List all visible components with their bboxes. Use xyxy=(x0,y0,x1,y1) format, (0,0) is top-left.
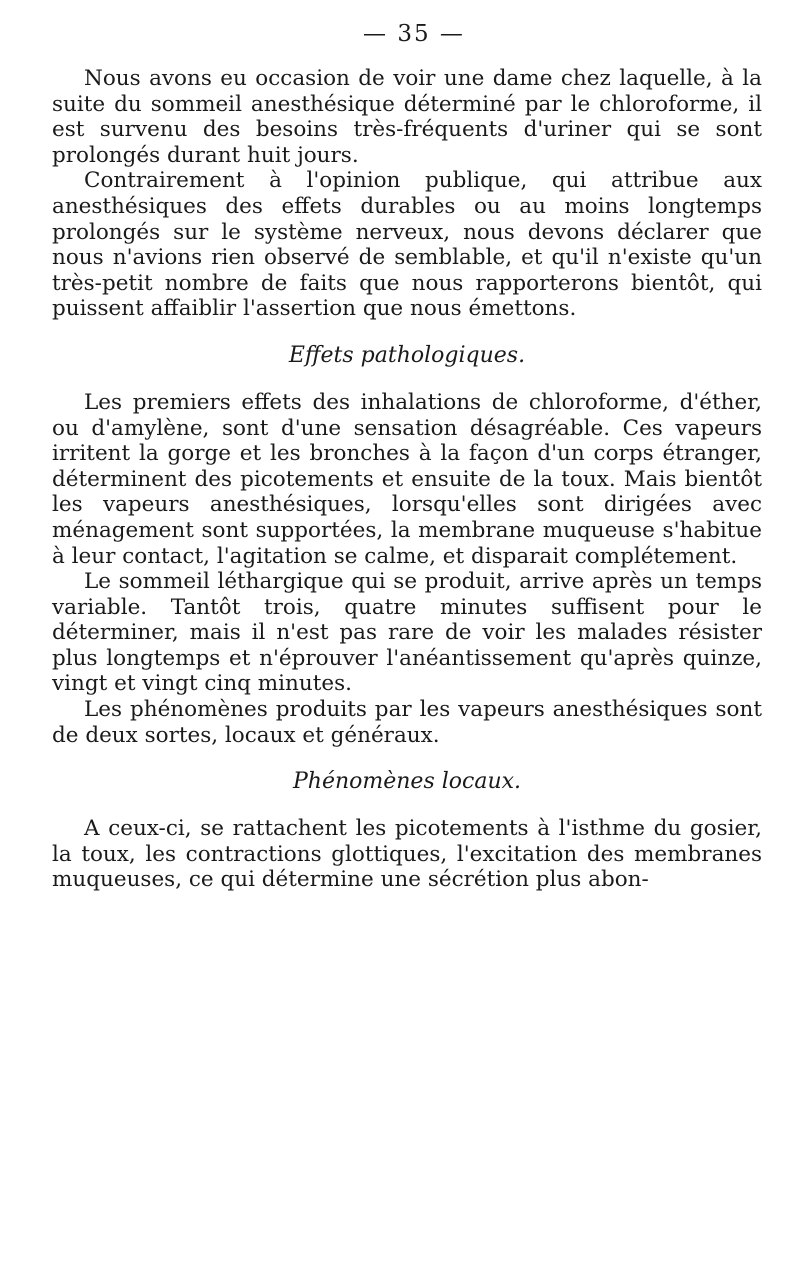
book-page xyxy=(52,14,762,1274)
paragraph-urination-case: Nous avons eu occasion de voir une dame chez laquelle, à la suite du sommeil anesthésique déterminé par le chloroforme, il est survenu des besoins très-fréquents d'uriner qui se sont prolongés durant huit jours. xyxy=(52,66,762,168)
section-heading-pathological-effects: Effets pathologiques. xyxy=(288,342,526,368)
paragraph-lethargic-sleep: Le sommeil léthargique qui se produit, arrive après un temps variable. Tantôt trois, quatre minutes suffisent pour le déterminer, mais il n'est pas rare de voir les malades résister plus longtemps et n'éprouver l'anéantissement qu'après quinze, vingt et vingt cinq minutes. xyxy=(52,569,762,697)
paragraph-two-kinds: Les phénomènes produits par les vapeurs anesthésiques sont de deux sortes, locaux et généraux. xyxy=(52,697,762,748)
page-number: — 35 — xyxy=(363,21,465,47)
paragraph-first-effects: Les premiers effets des inhalations de chloroforme, d'éther, ou d'amylène, sont d'une sensation désagréable. Ces vapeurs irritent la gorge et les bronches à la façon d'un corps étranger, déterminent des picotements et ensuite de la toux. Mais bientôt les vapeurs anesthésiques, lorsqu'elles sont dirigées avec ménagement sont supportées, la membrane muqueuse s'habitue à leur contact, l'agitation se calme, et disparait complétement. xyxy=(52,389,762,569)
paragraph-public-opinion: Contrairement à l'opinion publique, qui attribue aux anesthésiques des effets durables ou au moins longtemps prolongés sur le système nerveux, nous devons déclarer que nous n'avions rien observé de semblable, et qu'il n'existe qu'un très-petit nombre de faits que nous rapporterons bientôt, qui puissent affaiblir l'assertion que nous émettons. xyxy=(52,168,762,322)
section-heading-local-phenomena: Phénomènes locaux. xyxy=(292,769,522,795)
paragraph-local-phenomena: A ceux-ci, se rattachent les picotements à l'isthme du gosier, la toux, les contractions glottiques, l'excitation des membranes muqueuses, ce qui détermine une sécrétion plus abon- xyxy=(52,816,762,893)
